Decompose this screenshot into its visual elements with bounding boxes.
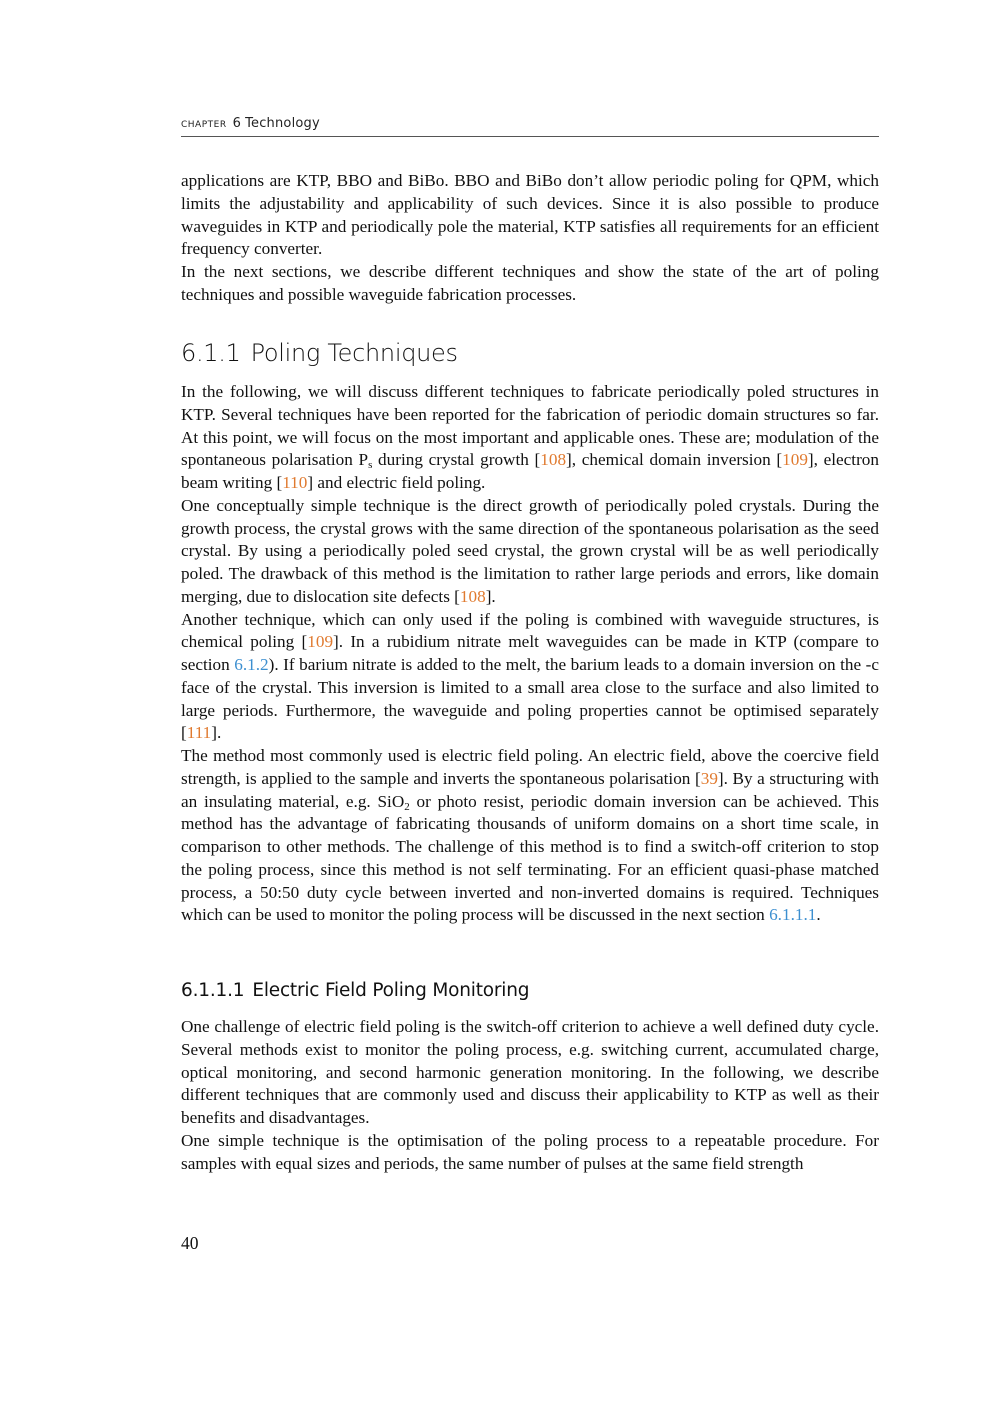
section-paragraph-2: One conceptually simple technique is the direct growth of periodically poled crystals. During the growth process, the crystal grows with the same direction of the spontaneous polarisation as the seed crystal. By using a periodically poled seed crystal, the grown crystal will be as well periodically poled. The drawback of this method is the limitation to rather large periods and errors, like domain merging, due to dislocation site defects [108]. <box>181 495 879 606</box>
subsection-text <box>181 1016 879 1175</box>
intro-paragraph-1: applications are KTP, BBO and BiBo. BBO and BiBo don’t allow periodic poling for QPM, which limits the adjustability and applicability of such devices. Since it is also possible to produce waveguides in KTP and periodically pole the material, KTP satisfies all requirements for an efficient frequency converter. <box>181 171 879 259</box>
citation-link[interactable]: 39 <box>700 768 718 788</box>
subscript-s: s <box>368 459 373 472</box>
subsection-paragraph-1: One challenge of electric field poling is the switch-off criterion to achieve a well defined duty cycle. Several methods exist to monitor the poling process, e.g. switching current, accumulated charge, optical monitoring, and second harmonic generation monitoring. In the following, we describe different techniques that are commonly used and discuss their applicability to KTP as well as their benefits and disadvantages. <box>181 1017 879 1127</box>
section-paragraph-4: The method most commonly used is electric field poling. An electric field, above the coercive field strength, is applied to the sample and inverts the spontaneous polarisation [39]. By a structuring with an insulating material, e.g. SiO$_2$ or photo resist, periodic domain inversion can be achieved. This method has the advantage of fabricating thousands of uniform domains on a short time scale, in comparison to other methods. The challenge of this method is to find a switch-off criterion to stop the poling process, since this method is not self terminating. For an efficient quasi-phase matched process, a 50:50 duty cycle between inverted and non-inverted domains is required. Techniques which can be used to monitor the poling process will be discussed in the next section 6.1.1.1. <box>181 746 879 925</box>
section-heading <box>181 339 458 367</box>
section-number: 6.1.1 <box>181 339 241 367</box>
page-number: 40 <box>181 1233 199 1253</box>
section-reference-link[interactable]: 6.1.1.1 <box>769 905 817 925</box>
section-paragraph-1: In the following, we will discuss different techniques to fabricate periodically poled structures in KTP. Several techniques have been reported for the fabrication of periodic domain structures so far. At this point, we will focus on the most important and applicable ones. These are; modulation of the spontaneous polarisation $P_s$ during crystal growth [108], chemical domain inversion [109], electron beam writing [110] and electric field poling. <box>181 382 879 492</box>
citation-link[interactable]: 108 <box>540 450 567 470</box>
subsection-heading <box>181 980 529 1001</box>
citation-link[interactable]: 110 <box>282 473 308 492</box>
subsection-title: Electric Field Poling Monitoring <box>252 980 530 1001</box>
chapter-number: 6 <box>232 116 242 131</box>
chapter-title: Technology <box>245 116 320 131</box>
citation-link[interactable]: 108 <box>459 586 486 606</box>
section-title: Poling Techniques <box>250 339 458 367</box>
running-header <box>181 116 879 137</box>
intro-paragraph-2: In the next sections, we describe different techniques and show the state of the art of poling techniques and possible waveguide fabrication processes. <box>181 262 879 304</box>
subsection-number: 6.1.1.1 <box>181 980 245 1001</box>
section-text <box>181 381 879 927</box>
citation-link[interactable]: 109 <box>782 450 808 470</box>
section-paragraph-3: Another technique, which can only used if the poling is combined with waveguide structures, is chemical poling [109]. In a rubidium nitrate melt waveguides can be made in KTP (compare to section 6.1.2). If barium nitrate is added to the melt, the barium leads to a domain inversion on the -c face of the crystal. This inversion is limited to a small area close to the surface and also limited to large periods. Furthermore, the waveguide and poling properties cannot be optimised separately [111]. <box>181 609 879 743</box>
intro-text <box>181 170 879 307</box>
chapter-label: chapter <box>181 116 227 131</box>
subsection-paragraph-2: One simple technique is the optimisation of the poling process to a repeatable procedure. For samples with equal sizes and periods, the same number of pulses at the same field strength <box>181 1130 879 1173</box>
citation-link[interactable]: 111 <box>186 723 212 743</box>
section-reference-link[interactable]: 6.1.2 <box>234 655 269 674</box>
subscript-2: 2 <box>404 800 410 813</box>
citation-link[interactable]: 109 <box>307 632 334 652</box>
